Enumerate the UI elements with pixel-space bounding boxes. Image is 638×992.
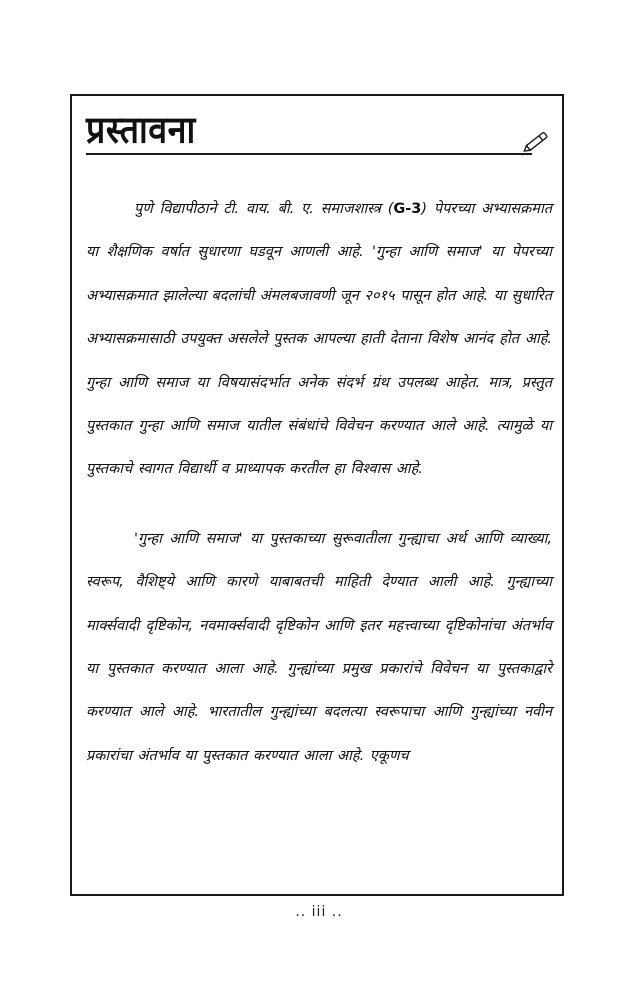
heading-row [86, 106, 552, 156]
paragraph [86, 188, 552, 492]
page-frame [70, 94, 564, 896]
paragraph-text: ) पेपरच्या अभ्यासक्रमात या शैक्षणिक वर्षात सुधारणा घडवून आणली आहे. 'गुन्हा आणि समाज' या पेपरच्या अभ्यासक्रमात झालेल्या बदलांची अंमलबजावणी जून २०१५ पासून होत आहे. या सुधारित अभ्यासक्रमासाठी उपयुक्त असलेले पुस्तक आपल्या हाती देताना विशेष आनंद होत आहे. गुन्हा आणि समाज या विषयासंदर्भात अनेक संदर्भ ग्रंथ उपलब्ध आहेत. मात्र, प्रस्तुत पुस्तकात गुन्हा आणि समाज यातील संबंधांचे विवेचन करण्यात आले आहे. त्यामुळे या पुस्तकाचे स्वागत विद्यार्थी व प्राध्यापक करतील हा विश्वास आहे. [86, 201, 552, 478]
pen-icon [520, 124, 556, 158]
body-text [86, 188, 552, 778]
paragraph: 'गुन्हा आणि समाज' या पुस्तकाच्या सुरूवातीला गुन्ह्याचा अर्थ आणि व्याख्या, स्वरूप, वैशिष्ट्ये आणि कारणे याबाबतची माहिती देण्यात आली आहे. गुन्ह्याच्या मार्क्सवादी दृष्टिकोन, नवमार्क्सवादी दृष्टिकोन आणि इतर महत्त्वाच्या दृष्टिकोनांचा अंतर्भाव या पुस्तकात करण्यात आला आहे. गुन्ह्यांच्या प्रमुख प्रकारांचे विवेचन या पुस्तकाद्वारे करण्यात आले आहे. भारतातील गुन्ह्यांच्या बदलत्या स्वरूपाचा आणि गुन्ह्यांच्या नवीन प्रकारांचा अंतर्भाव या पुस्तकात करण्यात आला आहे. एकूणच [86, 530, 552, 764]
heading-underline [86, 153, 532, 155]
page-title: प्रस्तावना [86, 108, 196, 153]
paragraph-text: पुणे विद्यापीठाने टी. वाय. बी. ए. समाजशास्त्र ( [134, 201, 394, 217]
page-number: .. iii .. [295, 904, 343, 920]
paper-code: G-3 [393, 201, 422, 217]
